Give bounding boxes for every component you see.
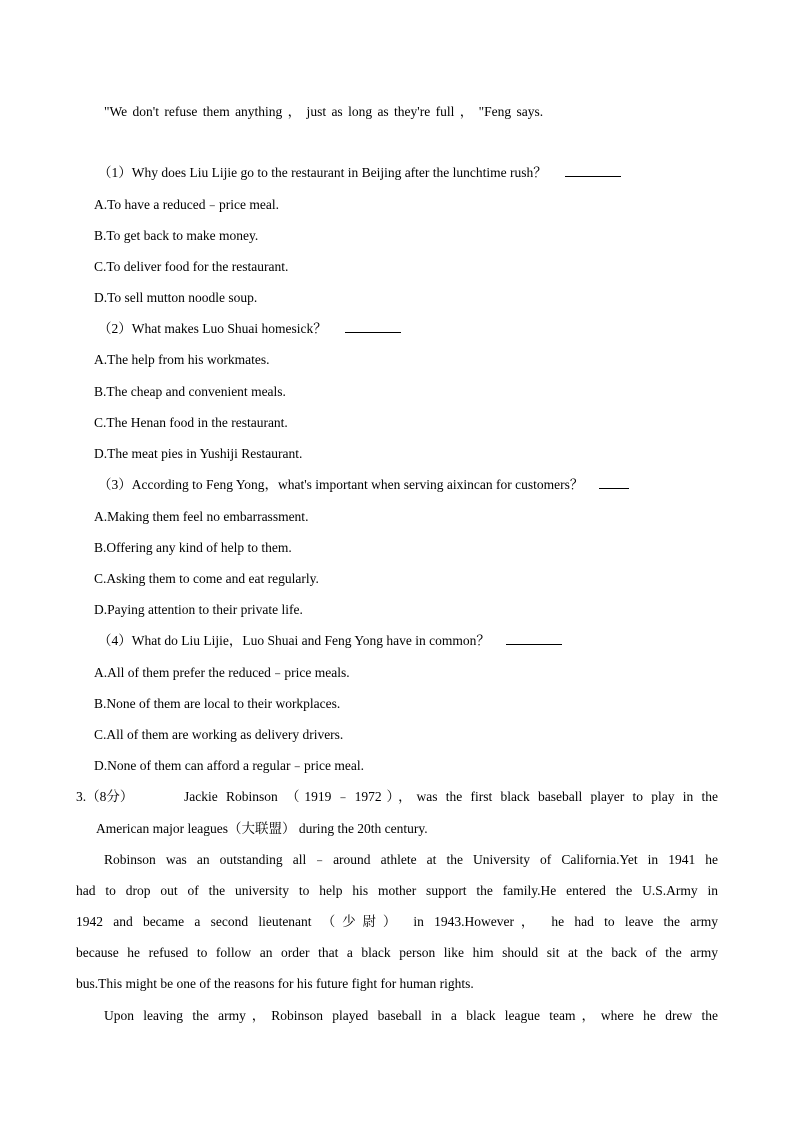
- paragraph-2-line-1: Upon leaving the army，Robinson played baseball in a black league team，where he drew the: [104, 1008, 718, 1023]
- paragraph-1-line-4: because he refused to follow an order that a black person like him should sit at the back of the army: [76, 945, 718, 960]
- q3-option-b: B.Offering any kind of help to them.: [94, 540, 292, 555]
- paragraph-1-line-5: bus.This might be one of the reasons for his future fight for human rights.: [76, 976, 474, 991]
- q1-option-c: C.To deliver food for the restaurant.: [94, 259, 289, 274]
- question-1-text: （1）Why does Liu Lijie go to the restaurant in Beijing after the lunchtime rush？: [98, 165, 547, 180]
- question-2: [98, 320, 401, 338]
- paragraph-1-line-1: Robinson was an outstanding all﹣around athlete at the University of California.Yet in 1941 he: [104, 852, 718, 867]
- quote-line: "We don't refuse them anything ， just as long as they're full ， "Feng says.: [104, 104, 544, 119]
- q1-option-d: D.To sell mutton noodle soup.: [94, 290, 258, 305]
- q1-option-b: B.To get back to make money.: [94, 228, 259, 243]
- q3-option-d: D.Paying attention to their private life.: [94, 602, 303, 617]
- q3-option-a: A.Making them feel no embarrassment.: [94, 509, 309, 524]
- answer-blank-4[interactable]: [506, 632, 562, 645]
- section-3-intro-line-2: American major leagues（大联盟） during the 20th century.: [96, 821, 428, 836]
- q4-option-a: A.All of them prefer the reduced﹣price meals.: [94, 665, 350, 680]
- question-2-text: （2）What makes Luo Shuai homesick？: [98, 321, 327, 336]
- question-4-text: （4）What do Liu Lijie，Luo Shuai and Feng Yong have in common？: [98, 633, 490, 648]
- q2-option-c: C.The Henan food in the restaurant.: [94, 415, 288, 430]
- question-3-text: （3）According to Feng Yong，what's important when serving aixincan for customers？: [98, 477, 584, 492]
- question-4: [98, 632, 562, 650]
- paragraph-1-line-2: had to drop out of the university to help his mother support the family.He entered the U.S.Army in: [76, 883, 718, 898]
- question-1: [98, 164, 621, 182]
- q2-option-a: A.The help from his workmates.: [94, 352, 270, 367]
- q4-option-d: D.None of them can afford a regular﹣price meal.: [94, 758, 365, 773]
- q3-option-c: C.Asking them to come and eat regularly.: [94, 571, 319, 586]
- answer-blank-1[interactable]: [565, 164, 621, 177]
- paragraph-1-line-3: 1942 and became a second lieutenant （少尉） in 1943.However， he had to leave the army: [76, 914, 718, 929]
- question-3: [98, 476, 629, 494]
- section-3-heading: 3.（8分）: [76, 789, 134, 804]
- q2-option-d: D.The meat pies in Yushiji Restaurant.: [94, 446, 303, 461]
- answer-blank-3[interactable]: [599, 476, 629, 489]
- q1-option-a: A.To have a reduced﹣price meal.: [94, 197, 279, 212]
- q2-option-b: B.The cheap and convenient meals.: [94, 384, 286, 399]
- q4-option-b: B.None of them are local to their workplaces.: [94, 696, 341, 711]
- q4-option-c: C.All of them are working as delivery drivers.: [94, 727, 344, 742]
- section-3-intro-line-1: Jackie Robinson （1919﹣1972），was the first black baseball player to play in the: [184, 789, 718, 804]
- answer-blank-2[interactable]: [345, 320, 401, 333]
